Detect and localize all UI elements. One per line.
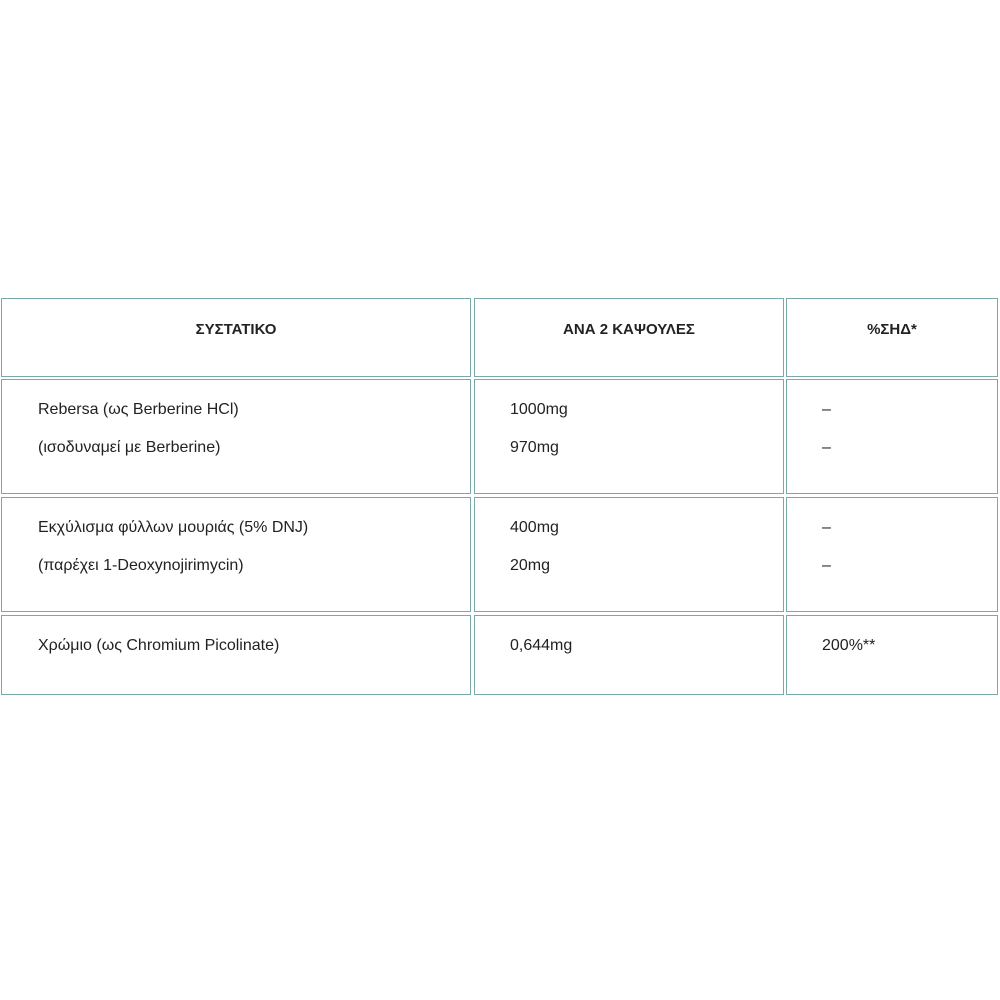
rdi-cell [786, 497, 998, 612]
table-row [0, 379, 1000, 494]
ingredient-note: (ισοδυναμεί με Berberine) [38, 439, 221, 456]
amount-cell [474, 615, 784, 695]
ingredient-name: Rebersa (ως Berberine HCl) [38, 401, 239, 418]
rdi-value: – [822, 519, 831, 536]
header-cell-ingredient [1, 298, 471, 377]
rdi-value: – [822, 439, 831, 456]
rdi-value: – [822, 557, 831, 574]
header-amount-label: ΑΝΑ 2 ΚΑΨΟΥΛΕΣ [563, 321, 695, 338]
rdi-value: 200%** [822, 637, 876, 654]
amount-cell [474, 379, 784, 494]
table-row [0, 497, 1000, 612]
header-ingredient-label: ΣΥΣΤΑΤΙΚΟ [195, 321, 277, 338]
table-header-row [0, 298, 1000, 377]
amount-value: 0,644mg [510, 637, 573, 654]
ingredient-cell [1, 379, 471, 494]
header-cell-amount [474, 298, 784, 377]
ingredient-cell [1, 615, 471, 695]
ingredient-name: Εκχύλισμα φύλλων μουριάς (5% DNJ) [38, 519, 309, 536]
ingredient-name: Χρώμιο (ως Chromium Picolinate) [38, 637, 280, 654]
rdi-value: – [822, 401, 831, 418]
amount-cell [474, 497, 784, 612]
amount-value: 1000mg [510, 401, 568, 418]
amount-value: 970mg [510, 439, 559, 456]
table-row [0, 615, 1000, 695]
rdi-cell [786, 379, 998, 494]
amount-value: 400mg [510, 519, 559, 536]
rdi-cell [786, 615, 998, 695]
amount-value: 20mg [510, 557, 551, 574]
ingredient-cell [1, 497, 471, 612]
header-rdi-label: %ΣΗΔ* [867, 321, 917, 338]
ingredient-note: (παρέχει 1-Deoxynojirimycin) [38, 557, 244, 574]
header-cell-rdi [786, 298, 998, 377]
